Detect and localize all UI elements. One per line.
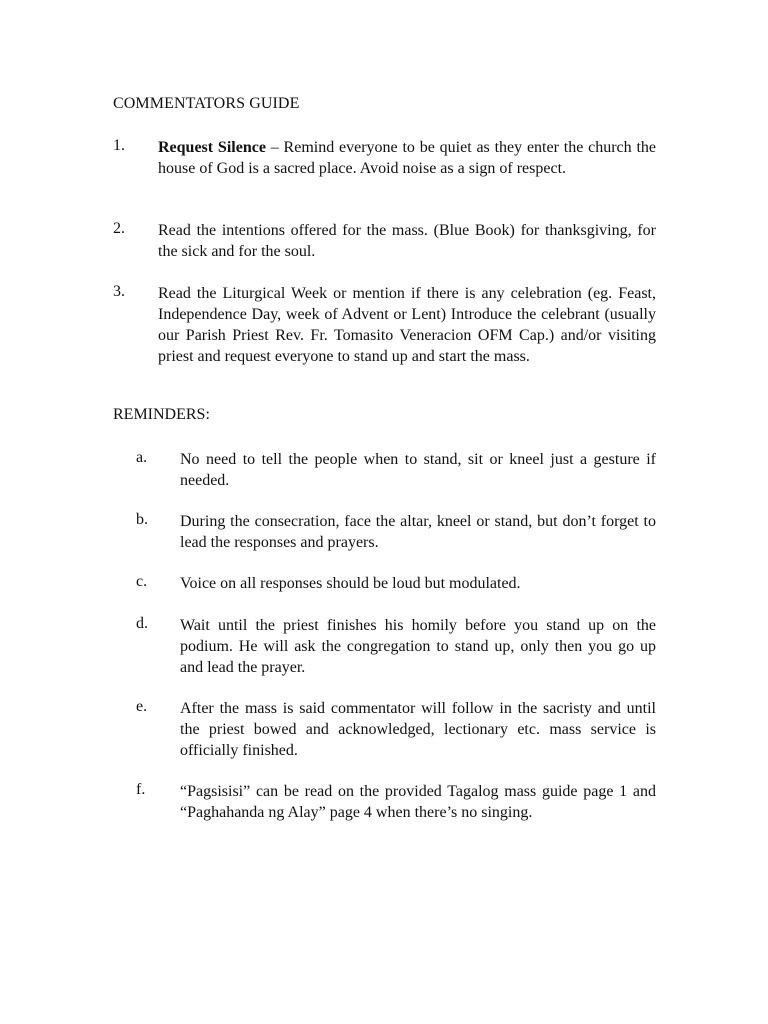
item-text: Read the intentions offered for the mass. (Blue Book) for thanksgiving, for the sick and for the soul.: [158, 222, 656, 260]
reminder-text: After the mass is said commentator will follow in the sacristy and until the priest bowed and acknowledged, lectionary etc. mass service is officially finished.: [180, 700, 656, 759]
reminder-text: No need to tell the people when to stand, sit or kneel just a gesture if needed.: [180, 451, 656, 489]
guide-item-1: [113, 137, 656, 179]
reminder-text: During the consecration, face the altar, kneel or stand, but don’t forget to lead the responses and prayers.: [180, 513, 656, 551]
guide-item-3: [113, 283, 656, 367]
guide-item-2: [113, 220, 656, 262]
reminder-item-d: [136, 615, 656, 678]
reminder-text: Wait until the priest finishes his homily before you stand up on the podium. He will ask the congregation to stand up, only then you go up and lead the prayer.: [180, 617, 656, 676]
reminder-item-b: [136, 511, 656, 553]
item-text: Read the Liturgical Week or mention if there is any celebration (eg. Feast, Independence Day, week of Advent or Lent) Introduce the celebrant (usually our Parish Priest Rev. Fr. Tomasito Veneracion OFM Cap.) and/or visiting priest and request everyone to stand up and start the mass.: [158, 285, 656, 365]
reminder-letter: f.: [136, 781, 146, 798]
reminder-letter: c.: [136, 573, 148, 590]
reminder-item-f: [136, 781, 656, 823]
reminder-item-e: [136, 698, 656, 761]
item-text: [158, 137, 656, 179]
reminder-text: Voice on all responses should be loud but modulated.: [180, 575, 521, 592]
reminder-letter: b.: [136, 511, 148, 528]
document-title: COMMENTATORS GUIDE: [113, 95, 300, 112]
reminder-letter: a.: [136, 449, 148, 466]
reminder-letter: d.: [136, 615, 148, 632]
reminder-item-a: [136, 449, 656, 491]
reminders-heading: REMINDERS:: [113, 406, 210, 423]
item-number: 1.: [113, 137, 125, 154]
reminder-letter: e.: [136, 698, 148, 715]
item-number: 2.: [113, 220, 125, 237]
reminder-item-c: [136, 573, 656, 594]
item-body: – Remind everyone to be quiet as they enter the church the house of God is a sacred place. Avoid noise as a sign of respect.: [158, 139, 656, 177]
item-bold-lead: Request Silence: [158, 139, 266, 156]
item-number: 3.: [113, 283, 125, 300]
reminder-text: “Pagsisisi” can be read on the provided Tagalog mass guide page 1 and “Paghahanda ng Alay” page 4 when there’s no singing.: [180, 783, 656, 821]
